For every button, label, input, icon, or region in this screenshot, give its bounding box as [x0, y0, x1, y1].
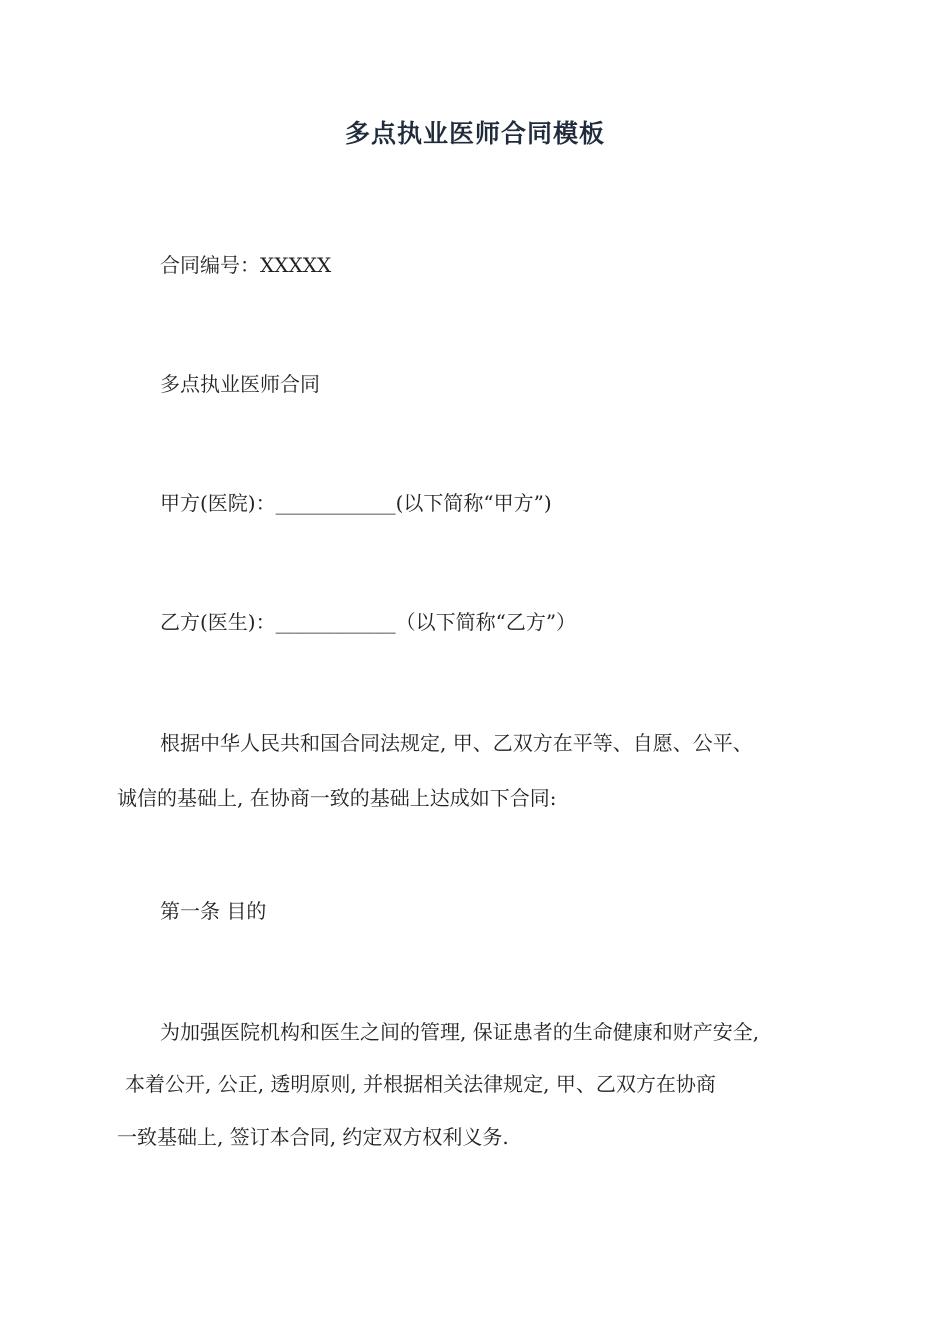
party-a-line: 甲方(医院)：____________(以下简称“甲方”): [160, 491, 552, 515]
article-1-heading: 第一条 目的: [160, 899, 267, 923]
contract-name: 多点执业医师合同: [160, 372, 320, 396]
article-1-line-3: 一致基础上, 签订本合同, 约定双方权利义务.: [117, 1125, 509, 1149]
document-title: 多点执业医师合同模板: [344, 119, 605, 148]
article-1-line-1: 为加强医院机构和医生之间的管理, 保证患者的生命健康和财产安全,: [160, 1020, 760, 1044]
article-1-line-2: 本着公开, 公正, 透明原则, 并根据相关法律规定, 甲、乙双方在协商: [125, 1072, 716, 1096]
party-b-line: 乙方(医生)：____________（以下简称“乙方”）: [160, 610, 577, 634]
preamble-line-2: 诚信的基础上, 在协商一致的基础上达成如下合同:: [117, 786, 557, 810]
preamble-line-1: 根据中华人民共和国合同法规定, 甲、乙双方在平等、自愿、公平、: [160, 731, 753, 755]
contract-number: 合同编号：XXXXX: [160, 253, 332, 277]
